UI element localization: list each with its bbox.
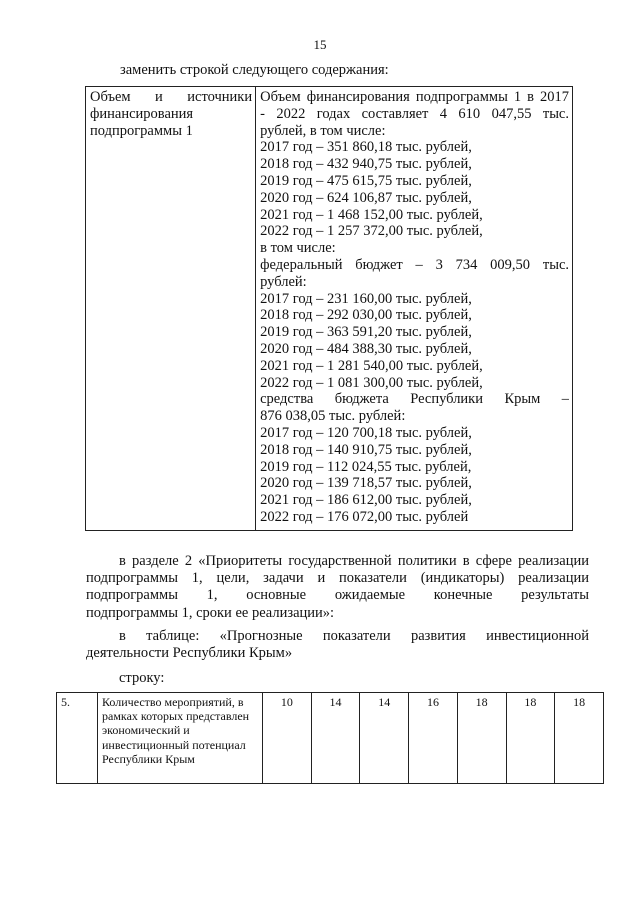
value-cell: 14 (311, 693, 360, 784)
value-cell: 14 (360, 693, 409, 784)
funding-line: 2017 год – 351 860,18 тыс. рублей, (260, 139, 472, 156)
funding-line: рублей, в том числе: (260, 122, 386, 139)
funding-line: 2018 год – 140 910,75 тыс. рублей, (260, 441, 472, 458)
paragraph-line: деятельности Республики Крым» (86, 645, 293, 662)
funding-line: 876 038,05 тыс. рублей: (260, 408, 406, 425)
table-paragraph (86, 628, 589, 662)
page-number: 15 (313, 37, 327, 52)
value-cell: 18 (506, 693, 555, 784)
funding-line: 2018 год – 432 940,75 тыс. рублей, (260, 156, 472, 173)
funding-line: - 2022 годах составляет 4 610 047,55 тыс. (260, 105, 569, 122)
funding-line: 2020 год – 484 388,30 тыс. рублей, (260, 340, 472, 357)
funding-value-cell (256, 87, 573, 531)
funding-line: 2021 год – 1 468 152,00 тыс. рублей, (260, 206, 483, 223)
row-label-paragraph (86, 670, 589, 687)
funding-line: 2017 год – 231 160,00 тыс. рублей, (260, 290, 472, 307)
paragraph-line: подпрограммы 1, сроки ее реализации»: (86, 604, 335, 621)
funding-label-line: Объем и источники (90, 89, 253, 105)
funding-label-line: финансирования (90, 106, 194, 122)
section-paragraph (86, 553, 589, 622)
funding-line: 2018 год – 292 030,00 тыс. рублей, (260, 307, 472, 324)
indicator-name-cell: Количество мероприятий, в рамках которых представлен экономический и инвестиционный потенциал Республики Крым (98, 693, 263, 784)
funding-line: 2019 год – 112 024,55 тыс. рублей, (260, 458, 472, 475)
funding-line: 2022 год – 1 081 300,00 тыс. рублей, (260, 374, 483, 391)
funding-line: 2022 год – 1 257 372,00 тыс. рублей, (260, 223, 483, 240)
funding-line: средства бюджета Республики Крым – (260, 391, 569, 408)
value-cell: 10 (263, 693, 312, 784)
indicator-table (56, 692, 604, 784)
funding-line: 2017 год – 120 700,18 тыс. рублей, (260, 424, 472, 441)
funding-line: в том числе: (260, 240, 336, 257)
value-cell: 18 (457, 693, 506, 784)
row-label: строку: (119, 670, 165, 686)
funding-table (85, 86, 573, 531)
funding-line: 2020 год – 139 718,57 тыс. рублей, (260, 475, 472, 492)
funding-line: 2021 год – 186 612,00 тыс. рублей, (260, 492, 472, 509)
funding-line: 2019 год – 363 591,20 тыс. рублей, (260, 324, 472, 341)
funding-line: 2019 год – 475 615,75 тыс. рублей, (260, 172, 472, 189)
table-row (57, 693, 604, 784)
funding-line: Объем финансирования подпрограммы 1 в 2017 (260, 89, 569, 105)
paragraph-line: в таблице: «Прогнозные показатели развития инвестиционной (119, 628, 589, 644)
funding-line: федеральный бюджет – 3 734 009,50 тыс. (260, 256, 569, 273)
row-number-cell: 5. (57, 693, 98, 784)
value-cell: 16 (409, 693, 458, 784)
paragraph-line: подпрограммы 1, цели, задачи и показатели (индикаторы) реализации (86, 570, 589, 587)
paragraph-line: в разделе 2 «Приоритеты государственной политики в сфере реализации (119, 553, 589, 569)
funding-line: 2022 год – 176 072,00 тыс. рублей (260, 508, 469, 525)
funding-line: 2021 год – 1 281 540,00 тыс. рублей, (260, 357, 483, 374)
paragraph-line: подпрограммы 1, основные ожидаемые конечные результаты (86, 587, 589, 604)
value-cell: 18 (555, 693, 604, 784)
funding-line: 2020 год – 624 106,87 тыс. рублей, (260, 189, 472, 206)
funding-line: рублей: (260, 273, 307, 290)
funding-label-cell (86, 87, 256, 531)
intro-text: заменить строкой следующего содержания: (120, 62, 389, 78)
funding-label-line: подпрограммы 1 (90, 123, 193, 139)
